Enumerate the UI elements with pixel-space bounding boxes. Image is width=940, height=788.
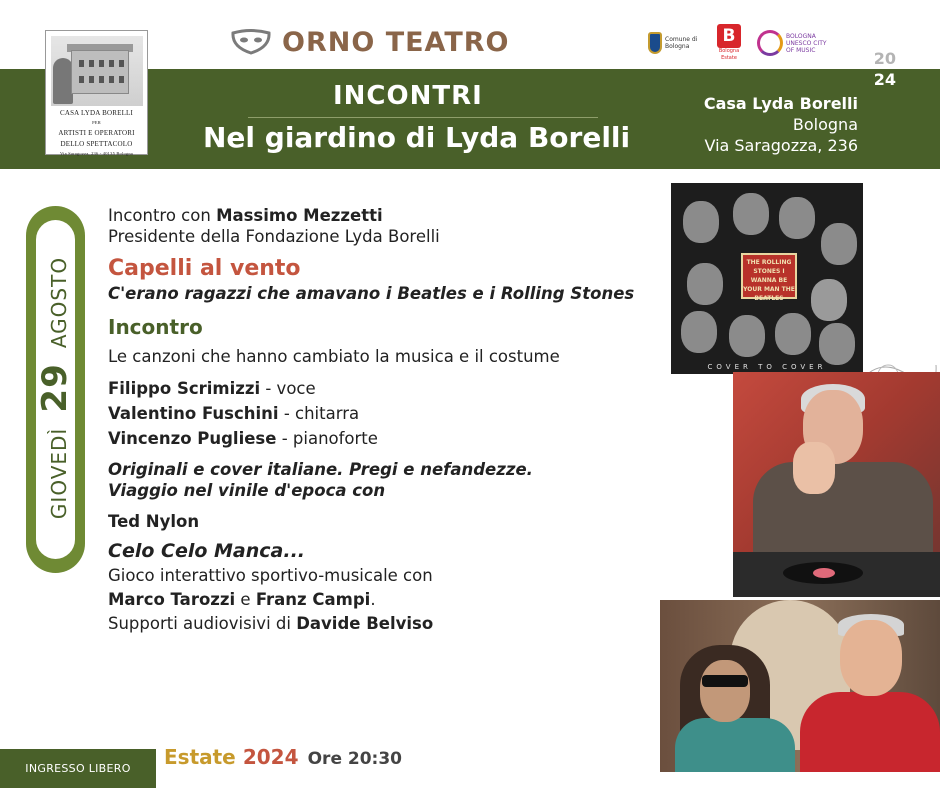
date-day: 29 (35, 363, 75, 413)
orno-teatro-brand (230, 26, 510, 58)
venue-city: Bologna (792, 115, 858, 134)
comune-bologna-logo (648, 32, 701, 54)
season-label: Estate (164, 745, 236, 769)
vinyl-line-2: Viaggio nel vinile d'epoca con (108, 481, 386, 500)
event-date (35, 218, 75, 558)
music-spiral-icon (757, 30, 783, 56)
sponsor-label: Comune di Bologna (665, 36, 698, 50)
speaker-name: Massimo Mezzetti (216, 206, 383, 225)
free-entry-badge: INGRESSO LIBERO (0, 749, 156, 788)
event-time (164, 745, 402, 769)
season-year: 2024 (242, 745, 299, 769)
venue-address (704, 93, 858, 156)
album-badge: THE ROLLING STONES I WANNA BE YOUR MAN THE BEATLES (741, 253, 797, 299)
dj-name: Ted Nylon (108, 512, 200, 531)
b-star-icon: B (717, 24, 741, 48)
sponsor-logos (648, 24, 836, 62)
event-title: Capelli al vento (108, 256, 301, 281)
bologna-estate-logo (715, 24, 743, 62)
date-weekday: GIOVEDÌ (47, 427, 71, 520)
performer: Vincenzo Pugliese - pianoforte (108, 429, 378, 448)
series-title: INCONTRI (333, 81, 483, 111)
event-series-subtitle: Nel giardino di Lyda Borelli (203, 121, 631, 154)
villa-photo (51, 36, 143, 106)
sponsor-label: Bologna Estate (718, 48, 740, 61)
title-divider (248, 117, 598, 118)
logo-line: DELLO SPETTACOLO (60, 140, 133, 148)
section-description: Le canzoni che hanno cambiato la musica e il costume (108, 347, 560, 366)
date-pill (26, 206, 85, 573)
venue-street: Via Saragozza, 236 (704, 136, 858, 155)
unesco-city-of-music-logo (757, 30, 836, 56)
year-bottom: 24 (873, 70, 896, 89)
hosts-photo (660, 600, 940, 772)
logo-line: ARTISTI E OPERATORI (58, 129, 135, 137)
coat-of-arms-icon (648, 32, 662, 54)
performer: Valentino Fuschini - chitarra (108, 404, 360, 423)
date-month: AGOSTO (47, 256, 71, 349)
av-credit: Supporti audiovisivi di Davide Belviso (108, 614, 434, 633)
game-description: Gioco interattivo sportivo-musicale con (108, 566, 433, 585)
start-time: Ore 20:30 (307, 749, 403, 769)
dj-photo (733, 372, 940, 597)
game-title: Celo Celo Manca... (108, 540, 306, 562)
intro-line: Incontro con Massimo Mezzetti (108, 206, 383, 225)
section-heading: Incontro (108, 315, 203, 339)
event-details (108, 205, 668, 636)
year-top: 20 (873, 49, 896, 68)
vinyl-line-1: Originali e cover italiane. Pregi e nefandezze. (108, 460, 533, 479)
year-badge (874, 48, 896, 90)
album-caption: COVER TO COVER (707, 363, 827, 371)
sponsor-label: BOLOGNA UNESCO CITY OF MUSIC (786, 32, 827, 54)
logo-address: Via Saragozza, 236 - 40135 Bologna (59, 151, 133, 156)
speaker-role: Presidente della Fondazione Lyda Borelli (108, 227, 440, 246)
event-subtitle: C'erano ragazzi che amavano i Beatles e i Rolling Stones (108, 284, 635, 303)
casa-lyda-borelli-logo (45, 30, 148, 155)
performer-list (108, 376, 668, 451)
logo-line: CASA LYDA BORELLI (59, 109, 134, 117)
logo-line: PER (92, 120, 101, 125)
performer: Filippo Scrimizzi - voce (108, 379, 316, 398)
brand-name: ORNO TEATRO (282, 26, 510, 58)
album-cover-image (671, 183, 863, 374)
hosts-line: Marco Tarozzi e Franz Campi. (108, 590, 376, 609)
venue-name: Casa Lyda Borelli (703, 94, 858, 113)
theatre-mask-icon (230, 29, 272, 55)
